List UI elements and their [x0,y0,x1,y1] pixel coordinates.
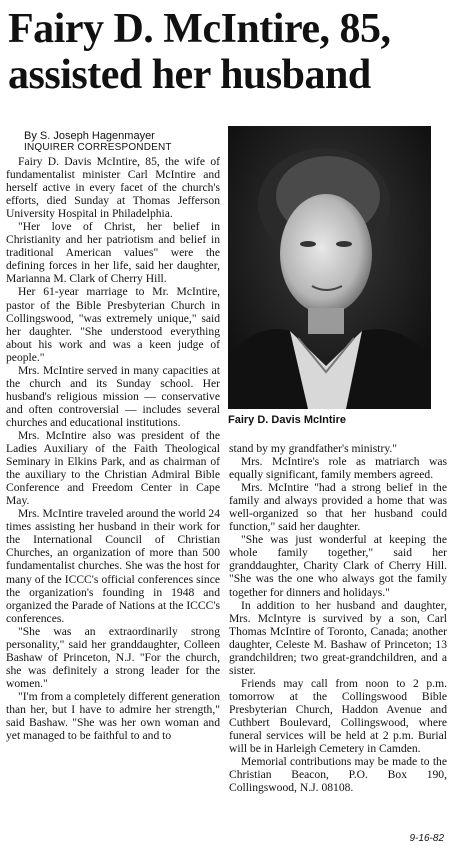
paragraph: Mrs. McIntire's role as matriarch was equally significant, family members agreed. [229,455,447,482]
article-column-2 [229,442,447,794]
byline [24,130,234,154]
paragraph: "Her love of Christ, her belief in Christianity and her patriotism and belief in traditional American values" were the defining forces in her life, said her daughter, Marianna M. Clark of Cherry Hill. [6,220,220,286]
portrait-photo [228,126,431,409]
paragraph: Mrs. McIntire served in many capacities at the church and its Sunday school. Her husband's religious mission — conservative and often controversial — includes several churches and educational institutions. [6,363,220,429]
byline-name: By S. Joseph Hagenmayer [24,130,155,142]
handwritten-date: 9-16-82 [409,833,444,844]
paragraph: Mrs. McIntire "had a strong belief in the family and always provided a home that was well-organized so that her husband could function," said her daughter. [229,481,447,534]
portrait-illustration [228,126,431,409]
paragraph: Friends may call from noon to 2 p.m. tomorrow at the Collingswood Bible Presbyterian Church, Haddon Avenue and Cuthbert Boulevard, Collingswood, where funeral services will be held at 2 p.m. Burial will be in Harleigh Cemetery in Camden. [229,676,447,756]
headline: Fairy D. McIntire, 85, assisted her husband [8,6,391,98]
paragraph: "She was an extraordinarily strong personality," said her granddaughter, Colleen Bashaw of Princeton, N.J. "For the church, she was definitely a strong leader for the women." [6,624,220,690]
article-column-1 [6,155,220,742]
byline-title: INQUIRER CORRESPONDENT [24,142,172,153]
paragraph: In addition to her husband and daughter, Mrs. McIntyre is survived by a son, Carl Thomas McIntire of Toronto, Canada; another daughter, Celeste M. Bashaw of Princeton; 13 grandchildren; two great-grandchildren, and a sister. [229,598,447,677]
paragraph: stand by my grandfather's ministry." [229,442,398,455]
paragraph: "I'm from a completely different generation than her, but I have to admire her strength," said Bashaw. "She was her own woman and yet managed to be faithful to and to [6,689,221,743]
photo-caption: Fairy D. Davis McIntire [228,414,346,426]
paragraph: Fairy D. Davis McIntire, 85, the wife of fundamentalist minister Carl McIntire and herself active in every facet of the church's efforts, died Sunday at Thomas Jefferson University Hospital in Philadelphia. [6,155,220,221]
paragraph: "She was just wonderful at keeping the whole family together," said her granddaughter, Charity Clark of Cherry Hill. "She was the one who always got the family together for dinners and holidays." [229,533,447,599]
paragraph: Memorial contributions may be made to the Christian Beacon, P.O. Box 190, Collingswood, N.J. 08108. [229,755,447,795]
paragraph: Her 61-year marriage to Mr. McIntire, pastor of the Bible Presbyterian Church in Collingswood, "was extremely unique," said her daughter. "She understood everything about his work and was a keen judge of people." [6,285,220,364]
paragraph: Mrs. McIntire also was president of the Ladies Auxiliary of the Faith Theological Seminary in Elkins Park, and as chairman of the auxiliary to the Christian Admiral Bible Conference and Freedom Center in Cape May. [6,428,220,508]
paragraph: Mrs. McIntire traveled around the world 24 times assisting her husband in their work for the International Council of Christian Churches, an organization of more than 500 fundamentalist churches. She was the host for many of the ICCC's official conferences since the organization's founding in 1948 and organized the Parade of Nations at the ICCC's conferences. [6,507,220,625]
